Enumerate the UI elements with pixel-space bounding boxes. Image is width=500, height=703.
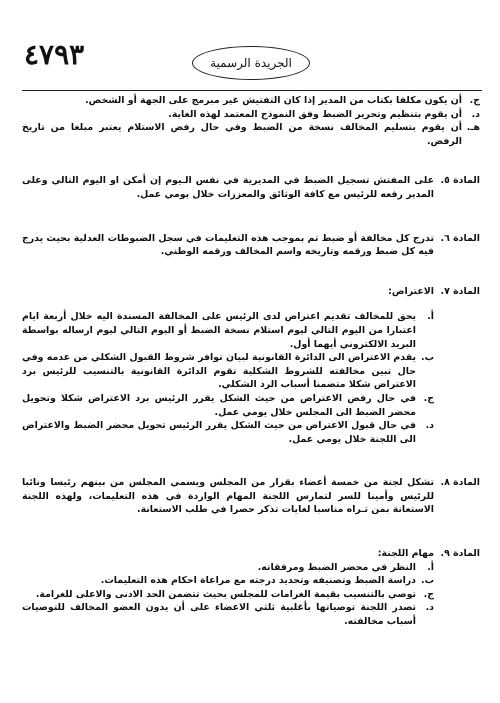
item-marker: ب. <box>421 575 434 587</box>
item-text: أن يكون مكلفا بكتاب من المدير إذا كان التفتيش غير مبرمج على الجهة أو الشخص. <box>85 95 462 106</box>
item-marker: أ. <box>427 311 434 323</box>
article-item <box>22 351 434 392</box>
article-heading: الاعتراض: <box>388 285 434 297</box>
page-header <box>0 36 500 86</box>
article-heading: مهام اللجنة: <box>377 548 434 560</box>
intro-item <box>22 121 480 148</box>
item-text: أن يقوم بتنظيم وتحرير الضبط وفق النموذج المعتمد لهذه الغاية. <box>168 108 462 120</box>
item-text: في حال قبول الاعتراض من حيث الشكل يقرر الرئيس تحويل محضر الضبط والاعتراض الى اللجنة خلال يومي عمل. <box>22 420 416 445</box>
item-text: دراسة الضبط وتصنيفه وتحديد درجته مع مراعاة احكام هذه التعليمات. <box>100 575 416 587</box>
item-marker: ج. <box>423 392 434 404</box>
article-item <box>22 588 434 602</box>
article-item <box>22 419 434 446</box>
article-text: تدرج كل مخالفة أو ضبط تم بموجب هذه التعليمات في سجل الضبوطات العدلية بحيث يدرج فيه كل ضبط ورقمه وتاريخه واسم المخالف ورقمه الوطني. <box>22 232 434 258</box>
header-rule <box>22 90 482 91</box>
item-text: توصي بالتنسيب بقيمة الغرامات للمجلس بحيث تتضمن الحد الادنى والاعلى للغرامة. <box>35 588 416 600</box>
article-text: تشكل لجنة من خمسة أعضاء بقرار من المجلس ويسمي المجلس من بينهم رئيسا ونائبا للرئيس وأمينا للسر لتمارس اللجنة المهام الواردة في هذه التعليمات، ولهذه اللجنة الاستعانة بمن تـراه مناسبا لغايات تذكر حصرا في طلب الاستعانة. <box>22 477 434 516</box>
article-item <box>22 561 434 575</box>
article-5 <box>22 174 480 201</box>
item-marker: د. <box>425 420 434 432</box>
item-marker: ج. <box>423 588 434 600</box>
document-body <box>22 94 480 629</box>
intro-item <box>22 94 480 108</box>
item-text: في حال رفض الاعتراض من حيث الشكل يقرر الرئيس برد الاعتراض شكلا وتحويل محضر الضبط الى المجلس خلال يومي عمل. <box>22 392 416 418</box>
article-label: المادة ٥. <box>440 175 480 187</box>
item-marker: هـ. <box>466 122 480 134</box>
article-item <box>22 601 434 628</box>
article-7 <box>22 285 480 447</box>
item-marker: ج. <box>469 95 480 106</box>
article-item <box>22 574 434 588</box>
item-marker: د. <box>471 108 480 120</box>
item-text: أن يقوم بتسليم المخالف نسخة من الضبط وفي حال رفض الاستلام يعتبر مبلغا من تاريخ الرفض. <box>22 122 462 147</box>
item-marker: أ. <box>427 561 434 573</box>
page-number: ٤٧٩٣ <box>24 38 85 71</box>
item-text: النظر في محضر الضبط ومرفقاته. <box>257 561 416 573</box>
article-label: المادة ٨. <box>440 477 480 489</box>
article-text: على المفتش تسجيل الضبط في المديرية في نفس الـيوم إن أمكن او اليوم التالي وعلى المدير رفعه للرئيس مع كافة الوثائق والمعززات خلال يومي عمل. <box>22 175 434 200</box>
article-label: المادة ٩. <box>440 548 480 560</box>
item-text: تصدر اللجنة توصياتها بأغلبية ثلثي الاعضاء على أن يدون العضو المخالف للتوصيات أسباب مخالفته. <box>22 602 416 628</box>
gazette-title: الجريدة الرسمية <box>192 46 310 80</box>
item-text: يقدم الاعتراض الى الدائرة القانونية لبيان توافر شروط القبول الشكلي من عدمه وفي حال تبين مخالفته للشروط الشكلية تقوم الدائرة القانونية بالتنسيب للرئيس برد الاعتراض شكلا متضمنا أسباب الرد الشكلي. <box>22 352 416 391</box>
article-label: المادة ٧. <box>440 285 480 297</box>
article-item <box>22 392 434 419</box>
article-8 <box>22 476 480 517</box>
article-item <box>22 310 434 351</box>
item-marker: د. <box>425 602 434 614</box>
item-text: يحق للمخالف تقديم اعتراض لدى الرئيس على المخالفة المسندة اليه خلال أربعة ايام اعتبارا من اليوم التالي ليوم استلام نسخة الضبط أو اليوم التالي ليوم ارساله بواسطة البريد الالكتروني أيهما أول. <box>22 311 416 350</box>
article-label: المادة ٦. <box>440 232 480 244</box>
intro-item <box>22 108 480 122</box>
article-6 <box>22 232 480 259</box>
item-marker: ب. <box>421 352 434 364</box>
article-9 <box>22 547 480 629</box>
